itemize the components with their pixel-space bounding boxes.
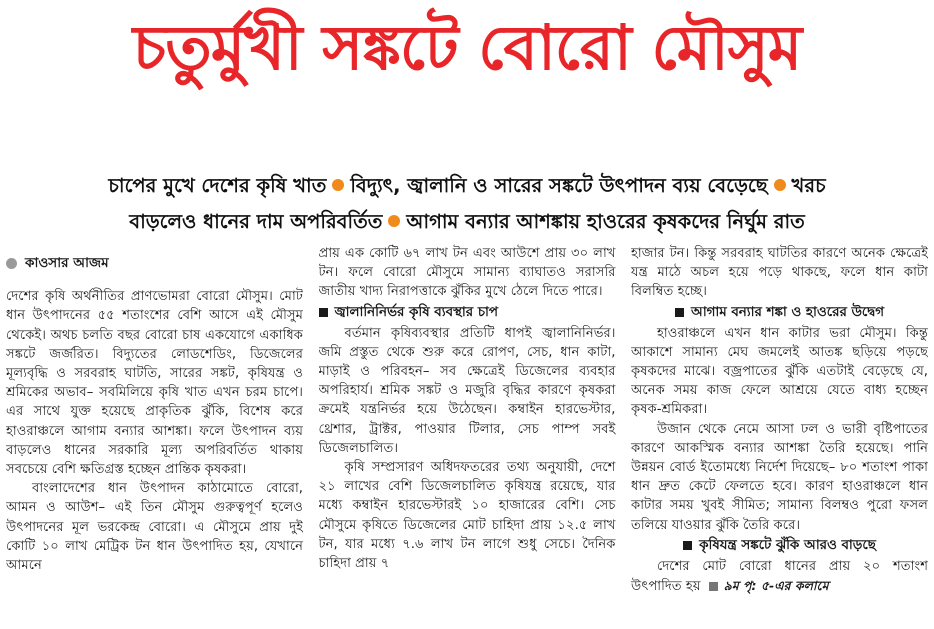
subheadline-line-1 — [6, 168, 928, 204]
section-subtitle-text: আগাম বন্যার শঙ্কা ও হাওরের উদ্বেগ — [690, 304, 885, 320]
subhead-text-2: বিদ্যুৎ, জ্বালানি ও সারের সঙ্কটে উৎপাদন ব্যয় বেড়েছে — [350, 174, 768, 197]
paragraph — [631, 557, 928, 596]
article-column-2 — [319, 244, 616, 624]
byline-dot-icon — [6, 258, 17, 269]
square-bullet-icon — [319, 308, 328, 317]
square-bullet-icon — [683, 541, 692, 550]
continued-on-page[interactable]: ৯ম পৃ: ৫-এর কলামে — [723, 578, 829, 594]
byline — [6, 254, 303, 273]
subheadline — [6, 168, 928, 240]
paragraph: হাজার টন। কিন্তু সরবরাহ ঘাটতির কারণে অনেক ক্ষেত্রেই যন্ত্র মাঠে অচল হয়ে পড়ে থাকছে, ফলে ধান কাটা বিলম্বিত হচ্ছে। — [631, 246, 928, 300]
subhead-text-4: বাড়লেও ধানের দাম অপরিবর্তিত — [129, 210, 383, 233]
section-subtitle-text: কৃষিযন্ত্র সঙ্কটে ঝুঁকি আরও বাড়ছে — [699, 537, 876, 553]
section-subtitle-text: জ্বালানিনির্ভর কৃষি ব্যবস্থার চাপ — [334, 304, 499, 320]
bullet-dot-icon — [388, 215, 400, 227]
square-bullet-icon — [675, 308, 684, 317]
paragraph: বাংলাদেশের ধান উৎপাদন কাঠামোতে বোরো, আমন ও আউশ– এই তিন মৌসুম গুরুত্বপূর্ণ হলেও উৎপাদনের মূল ভরকেন্দ্র বোরো। এ মৌসুমে প্রায় দুই কোটি ১০ লাখ মেট্রিক টন ধান উৎপাদিত হয়, যেখানে আমনে — [6, 481, 303, 574]
article-columns — [6, 244, 928, 624]
bullet-dot-icon — [332, 179, 344, 191]
continue-square-icon — [709, 582, 718, 591]
paragraph: বর্তমান কৃষিব্যবস্থার প্রতিটি ধাপই জ্বালানিনির্ভর। জমি প্রস্তুত থেকে শুরু করে রোপণ, সেচ, ধান কাটা, মাড়াই ও পরিবহন– সব ক্ষেত্রেই ডিজেলের ব্যবহার অপরিহার্য। শ্রমিক সঙ্কট ও মজুরি বৃদ্ধির কারণে কৃষকরা ক্রমেই যন্ত্রনির্ভর হয়ে উঠেছেন। কম্বাইন হারভেস্টার, থ্রেশার, ট্রাক্টর, পাওয়ার টিলার, সেচ পাম্প সবই ডিজেলচালিত। — [318, 325, 616, 456]
section-subtitle — [319, 303, 616, 323]
paragraph: হাওরাঞ্চলে এখন ধান কাটার ভরা মৌসুম। কিন্তু আকাশে সামান্য মেঘ জমলেই আতঙ্ক ছড়িয়ে পড়ছে কৃষকদের মাঝে। বজ্রপাতের ঝুঁকি এতটাই বেড়েছে যে, অনেক সময় কাজ ফেলে আশ্রয়ে যেতে বাধ্য হচ্ছেন কৃষক-শ্রমিকরা। — [631, 325, 928, 418]
subhead-text-1: চাপের মুখে দেশের কৃষি খাত — [108, 174, 327, 197]
article-column-3 — [631, 244, 928, 624]
section-subtitle — [631, 536, 928, 556]
paragraph: প্রায় এক কোটি ৬৭ লাখ টন এবং আউশে প্রায় ৩০ লাখ টন। ফলে বোরো মৌসুমে সামান্য ব্যাঘাতও সরাসরি জাতীয় খাদ্য নিরাপত্তাকে ঝুঁকির মুখে ঠেলে দিতে পারে। — [318, 246, 616, 300]
paragraph: উজান থেকে নেমে আসা ঢল ও ভারী বৃষ্টিপাতের কারণে আকস্মিক বন্যার আশঙ্কা তৈরি হয়েছে। পানি উন্নয়ন বোর্ড ইতোমধ্যে নির্দেশ দিয়েছে– ৮০ শতাংশ পাকা ধান দ্রুত কেটে ফেলতে হবে। কারণ হাওরাঞ্চলে ধান কাটার সময় খুবই সীমিত; সামান্য বিলম্বও পুরো ফসল তলিয়ে যাওয়ার ঝুঁকি তৈরি করে। — [631, 421, 928, 533]
byline-author: কাওসার আজম — [25, 255, 109, 271]
paragraph-text: দেশের মোট বোরো ধানের প্রায় ২০ শতাংশ উৎপাদিত হয় — [631, 558, 928, 595]
paragraph: দেশের কৃষি অর্থনীতির প্রাণভোমরা বোরো মৌসুম। মোট ধান উৎপাদনের ৫৫ শতাংশের বেশি আসে এই মৌসুম থেকেই। অথচ চলতি বছর বোরো চাষ একযোগে একাধিক সঙ্কটে জর্জরিত। বিদ্যুতের লোডশেডিং, ডিজেলের মূল্যবৃদ্ধি ও সরবরাহ ঘাটতি, সারের সঙ্কট, কৃষিযন্ত্র ও শ্রমিকের অভাব– সবমিলিয়ে কৃষি খাত এখন চরম চাপে। এর সাথে যুক্ত হয়েছে প্রাকৃতিক ঝুঁকি, বিশেষ করে হাওরাঞ্চলে আগাম বন্যার আশঙ্কা। ফলে উৎপাদন ব্যয় বাড়লেও ধানের সরকারি মূল্য অপরিবর্তিত থাকায় সবচেয়ে বেশি ক্ষতিগ্রস্ত হচ্ছেন প্রান্তিক কৃষকরা। — [6, 289, 303, 478]
headline: চতুর্মুখী সঙ্কটে বোরো মৌসুম — [132, 11, 802, 84]
subheadline-line-2 — [6, 204, 928, 240]
section-subtitle — [631, 303, 928, 323]
bullet-dot-icon — [774, 179, 786, 191]
paragraph: কৃষি সম্প্রসারণ অধিদফতরের তথ্য অনুযায়ী, দেশে ২১ লাখের বেশি ডিজেলচালিত কৃষিযন্ত্র রয়েছে, যার মধ্যে কম্বাইন হারভেস্টারই ১০ হাজারের বেশি। সেচ মৌসুমে কৃষিতে ডিজেলের মোট চাহিদা প্রায় ১২.৫ লাখ টন, যার মধ্যে ৭.৬ লাখ টন লাগে শুধু সেচে। দৈনিক চাহিদা প্রায় ৭ — [318, 460, 616, 572]
article-column-1 — [6, 244, 303, 624]
subhead-text-5: আগাম বন্যার আশঙ্কায় হাওরের কৃষকদের নির্ঘুম রাত — [406, 210, 805, 233]
subhead-text-3: খরচ — [791, 174, 826, 197]
